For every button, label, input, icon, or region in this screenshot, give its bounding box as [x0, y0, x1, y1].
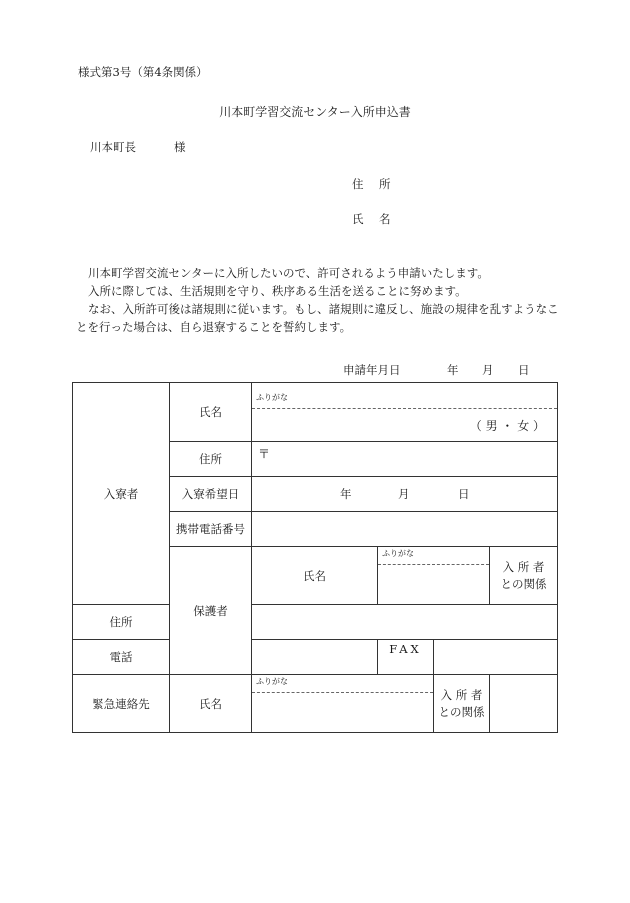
guardian-fax-label: FAX	[378, 640, 434, 675]
emergency-relation-field[interactable]	[490, 675, 558, 733]
move-in-date-field[interactable]	[252, 477, 558, 512]
document-title: 川本町学習交流センター入所申込書	[219, 105, 411, 119]
emergency-relation-label	[434, 675, 490, 733]
guardian-group-label: 保護者	[170, 547, 252, 675]
emergency-group-label: 緊急連絡先	[73, 675, 170, 733]
resident-name-label: 氏名	[170, 383, 252, 442]
pledge-line-2: 入所に際しては、生活規則を守り、秩序ある生活を送ることに努めます。	[88, 284, 467, 298]
guardian-address-field[interactable]	[252, 605, 558, 640]
guardian-relation-label	[490, 547, 558, 605]
resident-address-label: 住所	[170, 442, 252, 477]
move-in-month: 月	[398, 487, 410, 501]
emergency-furigana-label: ふりがな	[252, 675, 433, 693]
guardian-name-label: 氏名	[252, 547, 378, 605]
resident-group-label: 入寮者	[73, 383, 170, 605]
emergency-relation-label-1: 入 所 者	[440, 687, 483, 702]
emergency-name-field[interactable]	[252, 675, 434, 733]
application-date-label: 申請年月日	[343, 363, 401, 377]
form-number: 様式第3号（第4条関係）	[78, 65, 208, 79]
addressee-honorific: 様	[174, 140, 186, 154]
application-date-year: 年	[447, 363, 459, 377]
application-date-month: 月	[482, 363, 494, 377]
guardian-name-field[interactable]	[378, 547, 490, 605]
mobile-phone-label: 携帯電話番号	[170, 512, 252, 547]
guardian-phone-label: 電話	[73, 640, 170, 675]
emergency-relation-label-2: との関係	[438, 704, 485, 719]
resident-furigana-label: ふりがな	[252, 391, 557, 409]
guardian-address-label: 住所	[73, 605, 170, 640]
resident-address-field[interactable]	[252, 442, 558, 477]
resident-sex-options[interactable]: （ 男 ・ 女 ）	[469, 418, 546, 433]
resident-name-field[interactable]	[252, 383, 558, 442]
application-date-day: 日	[518, 363, 530, 377]
emergency-name-label: 氏名	[170, 675, 252, 733]
guardian-fax-field[interactable]	[434, 640, 558, 675]
move-in-date-label: 入寮希望日	[170, 477, 252, 512]
move-in-year: 年	[340, 487, 352, 501]
guardian-furigana-label: ふりがな	[378, 547, 489, 565]
pledge-text	[76, 264, 566, 336]
guardian-phone-field[interactable]	[252, 640, 378, 675]
application-form-table	[72, 382, 558, 733]
applicant-name-label: 氏 名	[352, 212, 393, 226]
postal-mark-icon: 〒	[258, 446, 271, 461]
pledge-line-3: なお、入所許可後は諸規則に従います。もし、諸規則に違反し、施設の規律を乱すようなことを行った場合は、自ら退寮することを誓約します。	[76, 302, 559, 334]
pledge-line-1: 川本町学習交流センターに入所したいので、許可されるよう申請いたします。	[88, 266, 489, 280]
move-in-day: 日	[458, 487, 470, 501]
addressee-name: 川本町長	[90, 140, 136, 154]
guardian-relation-label-1: 入 所 者	[502, 559, 545, 574]
applicant-address-label: 住 所	[352, 177, 393, 191]
guardian-relation-label-2: との関係	[500, 576, 547, 591]
mobile-phone-field[interactable]	[252, 512, 558, 547]
